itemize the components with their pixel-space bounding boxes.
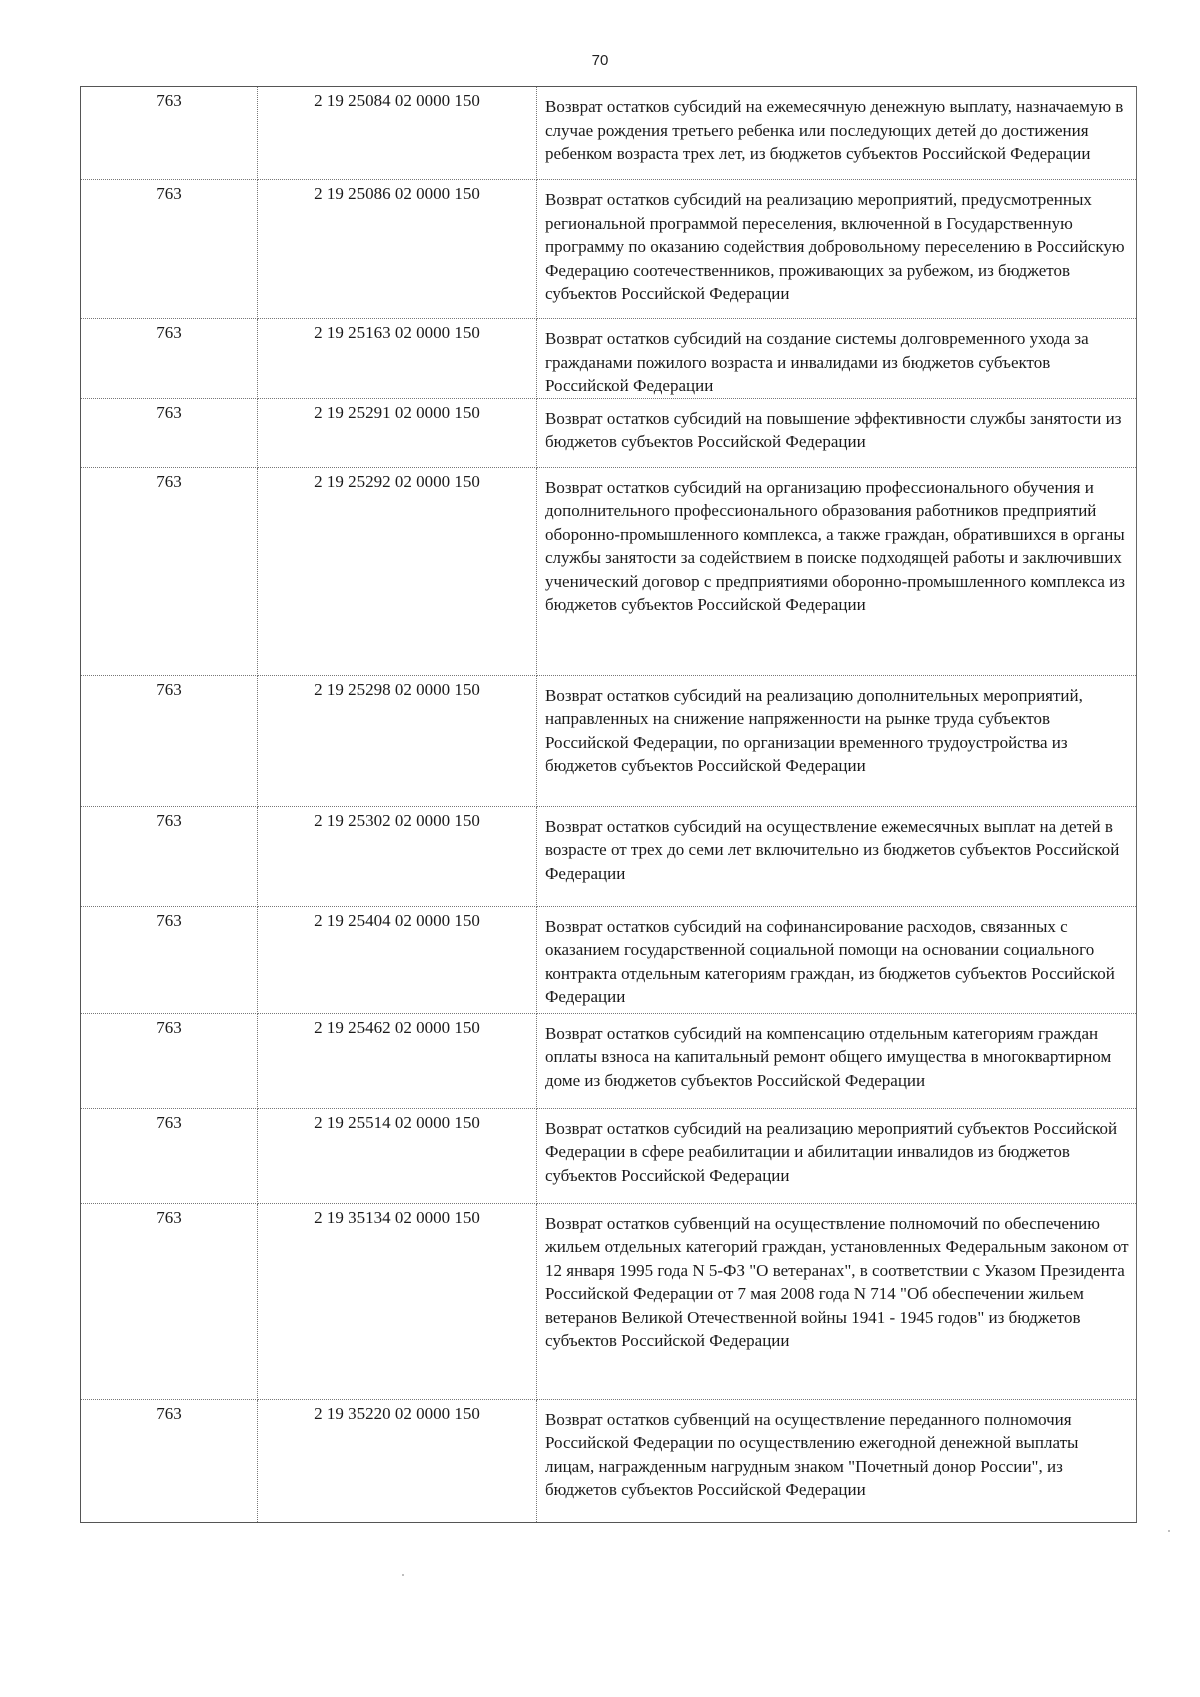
admin-code-cell: 763 [81, 467, 258, 675]
budget-code-cell: 2 19 25086 02 0000 150 [258, 180, 537, 319]
description-cell: Возврат остатков субсидий на компенсацию отдельным категориям граждан оплаты взноса на капитальный ремонт общего имущества в многоквартирном доме из бюджетов субъектов Российской Федерации [537, 1013, 1137, 1108]
admin-code-cell: 763 [81, 675, 258, 806]
table-row [81, 180, 1137, 319]
budget-code-cell: 2 19 25292 02 0000 150 [258, 467, 537, 675]
budget-code-cell: 2 19 25404 02 0000 150 [258, 906, 537, 1013]
page-number: 70 [591, 52, 609, 69]
table-row [81, 398, 1137, 467]
table-row [81, 806, 1137, 906]
admin-code-cell: 763 [81, 1013, 258, 1108]
description-cell: Возврат остатков субсидий на организацию профессионального обучения и дополнительного профессионального образования работников предприятий оборонно-промышленного комплекса, а также граждан, обратившихся в органы службы занятости за содействием в поиске подходящей работы и заключивших ученический договор с предприятиями оборонно-промышленного комплекса из бюджетов субъектов Российской Федерации [537, 467, 1137, 675]
budget-code-cell: 2 19 25084 02 0000 150 [258, 87, 537, 180]
admin-code-cell: 763 [81, 906, 258, 1013]
description-cell: Возврат остатков субвенций на осуществление полномочий по обеспечению жильем отдельных категорий граждан, установленных Федеральным законом от 12 января 1995 года N 5-ФЗ "О ветеранах", в соответствии с Указом Президента Российской Федерации от 7 мая 2008 года N 714 "Об обеспечении жильем ветеранов Великой Отечественной войны 1941 - 1945 годов" из бюджетов субъектов Российской Федерации [537, 1203, 1137, 1399]
description-cell: Возврат остатков субвенций на осуществление переданного полномочия Российской Федерации по осуществлению ежегодной денежной выплаты лицам, награжденным нагрудным знаком "Почетный донор России", из бюджетов субъектов Российской Федерации [537, 1399, 1137, 1522]
budget-code-cell: 2 19 25163 02 0000 150 [258, 319, 537, 399]
description-cell: Возврат остатков субсидий на создание системы долговременного ухода за гражданами пожилого возраста и инвалидами из бюджетов субъектов Российской Федерации [537, 319, 1137, 399]
admin-code-cell: 763 [81, 180, 258, 319]
budget-code-cell: 2 19 25514 02 0000 150 [258, 1108, 537, 1203]
table-row [81, 87, 1137, 180]
admin-code-cell: 763 [81, 398, 258, 467]
admin-code-cell: 763 [81, 1203, 258, 1399]
admin-code-cell: 763 [81, 319, 258, 399]
table-row [81, 675, 1137, 806]
table-row [81, 467, 1137, 675]
budget-code-cell: 2 19 35220 02 0000 150 [258, 1399, 537, 1522]
table-row [81, 319, 1137, 399]
budget-code-cell: 2 19 25291 02 0000 150 [258, 398, 537, 467]
scan-speck [1168, 1530, 1170, 1532]
table-row [81, 906, 1137, 1013]
description-cell: Возврат остатков субсидий на осуществление ежемесячных выплат на детей в возрасте от трех до семи лет включительно из бюджетов субъектов Российской Федерации [537, 806, 1137, 906]
admin-code-cell: 763 [81, 806, 258, 906]
budget-code-cell: 2 19 25298 02 0000 150 [258, 675, 537, 806]
table-row [81, 1399, 1137, 1522]
description-cell: Возврат остатков субсидий на ежемесячную денежную выплату, назначаемую в случае рождения третьего ребенка или последующих детей до достижения ребенком возраста трех лет, из бюджетов субъектов Российской Федерации [537, 87, 1137, 180]
table-row [81, 1203, 1137, 1399]
description-cell: Возврат остатков субсидий на повышение эффективности службы занятости из бюджетов субъектов Российской Федерации [537, 398, 1137, 467]
table-row [81, 1108, 1137, 1203]
description-cell: Возврат остатков субсидий на софинансирование расходов, связанных с оказанием государственной социальной помощи на основании социального контракта отдельным категориям граждан, из бюджетов субъектов Российской Федерации [537, 906, 1137, 1013]
admin-code-cell: 763 [81, 1399, 258, 1522]
description-cell: Возврат остатков субсидий на реализацию дополнительных мероприятий, направленных на снижение напряженности на рынке труда субъектов Российской Федерации, по организации временного трудоустройства из бюджетов субъектов Российской Федерации [537, 675, 1137, 806]
admin-code-cell: 763 [81, 87, 258, 180]
budget-code-cell: 2 19 25462 02 0000 150 [258, 1013, 537, 1108]
description-cell: Возврат остатков субсидий на реализацию мероприятий субъектов Российской Федерации в сфере реабилитации и абилитации инвалидов из бюджетов субъектов Российской Федерации [537, 1108, 1137, 1203]
budget-code-cell: 2 19 35134 02 0000 150 [258, 1203, 537, 1399]
budget-codes-table [80, 86, 1137, 1523]
table-row [81, 1013, 1137, 1108]
scan-speck [402, 1574, 404, 1576]
admin-code-cell: 763 [81, 1108, 258, 1203]
budget-code-cell: 2 19 25302 02 0000 150 [258, 806, 537, 906]
description-cell: Возврат остатков субсидий на реализацию мероприятий, предусмотренных региональной программой переселения, включенной в Государственную программу по оказанию содействия добровольному переселению в Российскую Федерацию соотечественников, проживающих за рубежом, из бюджетов субъектов Российской Федерации [537, 180, 1137, 319]
